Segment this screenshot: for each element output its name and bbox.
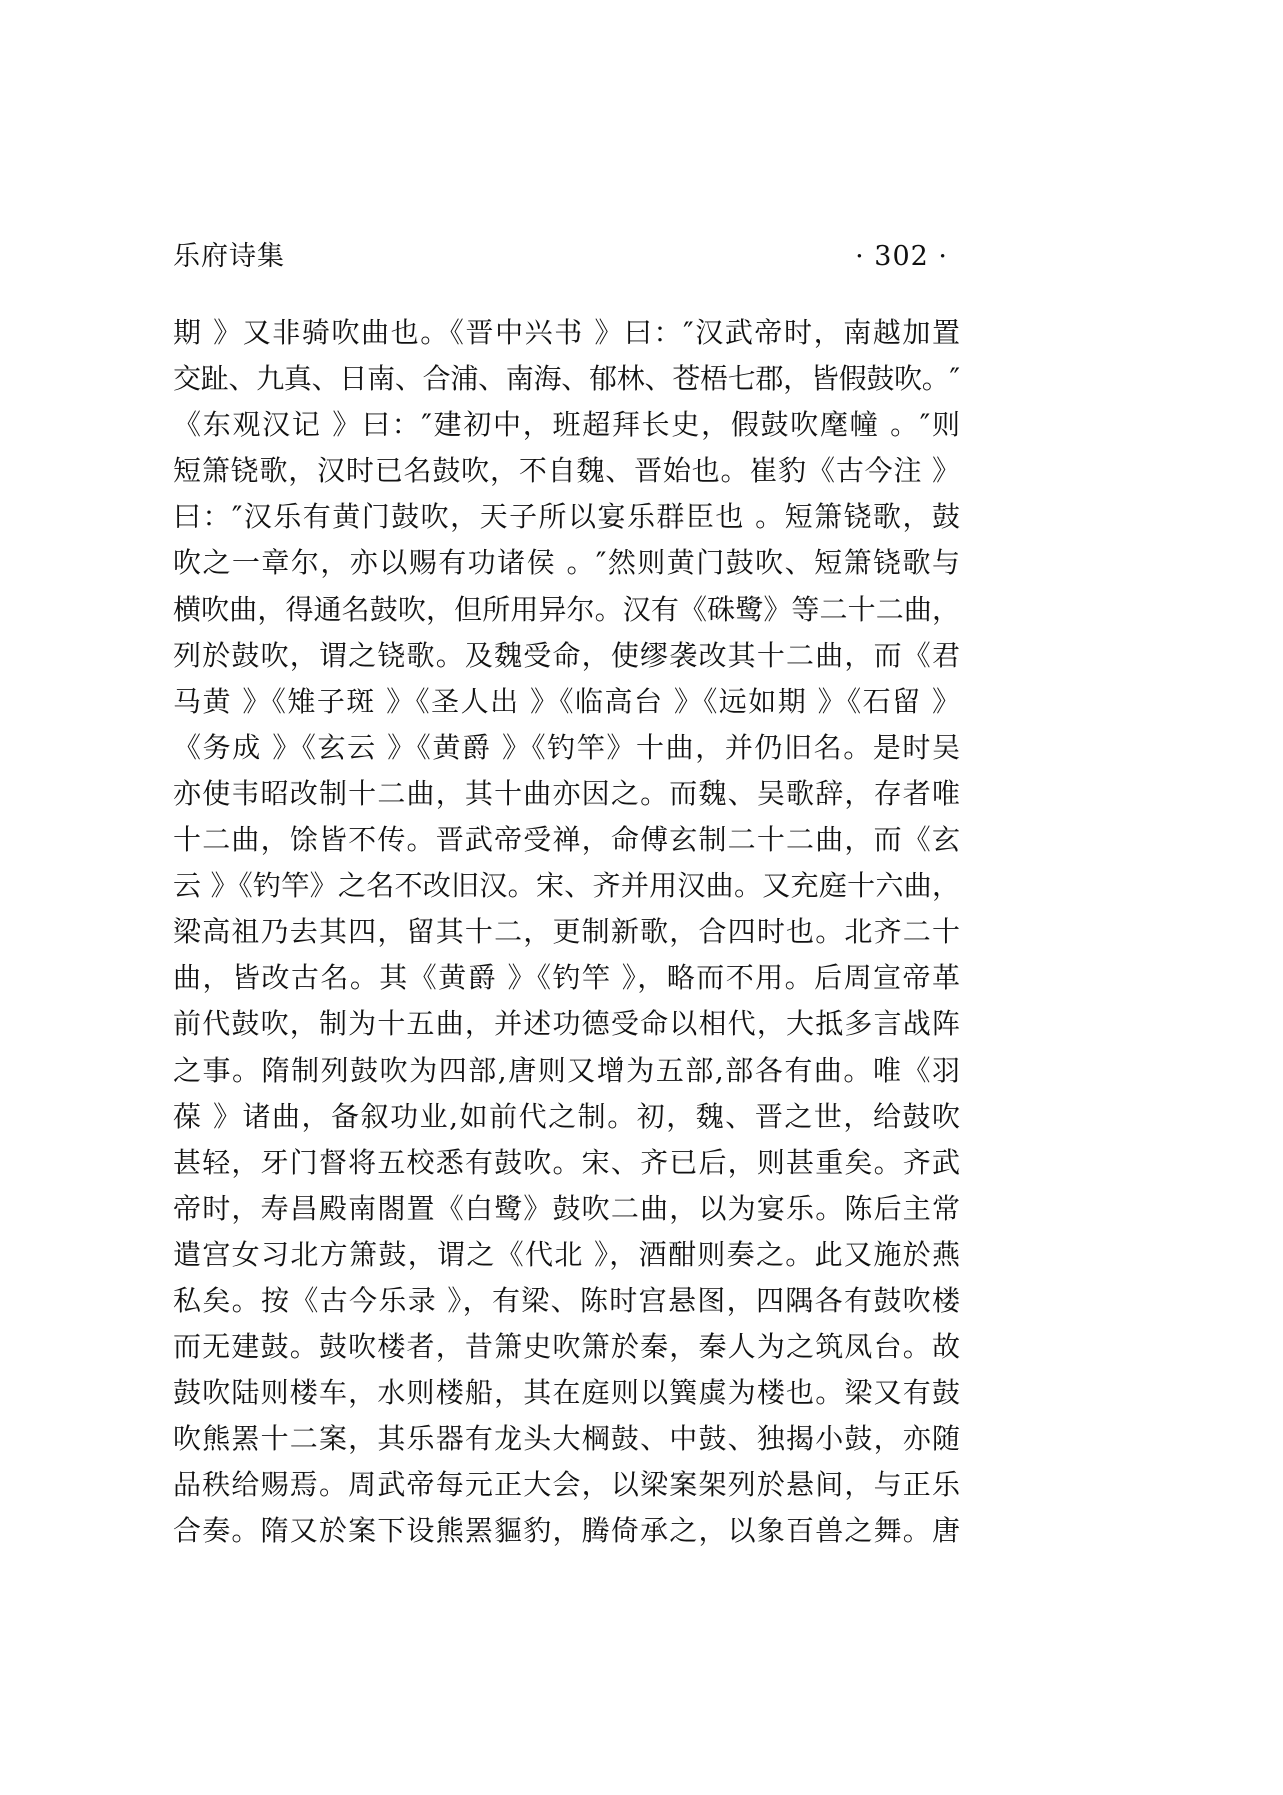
text-line: 短箫铙歌，汉时已名鼓吹，不自魏、晋始也。崔豹《古今注 》	[173, 454, 961, 488]
text-line: 葆 》诸曲，备叙功业,如前代之制。初，魏、晋之世，给鼓吹	[173, 1099, 962, 1133]
text-line-row	[173, 725, 973, 771]
text-line: 吹之一章尔，亦以赐有功诸侯 。″然则黄门鼓吹、短箫铙歌与	[173, 546, 962, 580]
text-line-row	[173, 1186, 973, 1232]
text-line-row	[173, 540, 973, 586]
text-line-row	[173, 633, 973, 679]
text-line: 期 》又非骑吹曲也。《晋中兴书 》曰：″汉武帝时，南越加置	[173, 316, 962, 349]
text-line-row	[173, 1232, 973, 1278]
text-line: 品秩给赐焉。周武帝每元正大会，以梁案架列於悬间，与正乐	[173, 1468, 962, 1502]
book-title: 乐府诗集	[173, 241, 285, 272]
text-line: 甚轻，牙门督将五校悉有鼓吹。宋、齐已后，则甚重矣。齐武	[173, 1145, 962, 1179]
text-line: 前代鼓吹，制为十五曲，并述功德受命以相代，大抵多言战阵	[173, 1007, 962, 1041]
text-line-row	[173, 817, 973, 863]
text-line-row	[173, 955, 973, 1001]
text-line: 而无建鼓。鼓吹楼者，昔箫史吹箫於秦，秦人为之筑凤台。故	[173, 1330, 962, 1364]
text-line: 亦使韦昭改制十二曲，其十曲亦因之。而魏、吴歌辞，存者唯	[173, 776, 962, 810]
text-line: 马黄 》《雉子斑 》《圣人出 》《临高台 》《远如期 》《石留 》	[173, 684, 962, 718]
text-line: 列於鼓吹，谓之铙歌。及魏受命，使缪袭改其十二曲，而《君	[173, 638, 962, 672]
text-line-row	[173, 356, 973, 402]
text-line-row	[173, 587, 973, 633]
text-line-row	[173, 771, 973, 817]
text-line-row	[173, 310, 973, 356]
text-line: 《东观汉记 》曰：″建初中，班超拜长史，假鼓吹麾幢 。″则	[173, 408, 962, 442]
text-line: 交趾、九真、日南、合浦、南海、郁林、苍梧七郡，皆假鼓吹。″	[173, 362, 960, 396]
text-line-row	[173, 448, 973, 494]
text-line-row	[173, 1462, 973, 1508]
text-line-row	[173, 1140, 973, 1186]
text-line-row	[173, 1324, 973, 1370]
text-line: 曲，皆改古名。其《黄爵 》《钓竿 》，略而不用。后周宣帝革	[173, 961, 962, 995]
text-line-row	[173, 1278, 973, 1324]
text-line-row	[173, 1508, 973, 1554]
text-line: 帝时，寿昌殿南閤置《白鹭》鼓吹二曲，以为宴乐。陈后主常	[173, 1191, 962, 1225]
text-line-row	[173, 1001, 973, 1047]
page-number: · 302 ·	[855, 241, 948, 272]
running-head	[173, 237, 948, 277]
text-line: 十二曲，馀皆不传。晋武帝受禅，命傅玄制二十二曲，而《玄	[173, 823, 962, 857]
text-line: 合奏。隋又於案下设熊罴貙豹，腾倚承之，以象百兽之舞。唐	[173, 1514, 962, 1548]
text-line-row	[173, 402, 973, 448]
text-line-row	[173, 863, 973, 909]
text-line: 吹熊罴十二案，其乐器有龙头大棡鼓、中鼓、独揭小鼓，亦随	[173, 1422, 962, 1456]
text-line: 云 》《钓竿》之名不改旧汉。宋、齐并用汉曲。又充庭十六曲，	[173, 869, 961, 903]
text-line: 曰：″汉乐有黄门鼓吹，天子所以宴乐群臣也 。短箫铙歌，鼓	[173, 500, 962, 534]
text-line-row	[173, 1416, 973, 1462]
text-line: 梁高祖乃去其四，留其十二，更制新歌，合四时也。北齐二十	[173, 915, 962, 949]
text-line: 《务成 》《玄云 》《黄爵 》《钓竿》十曲，并仍旧名。是时吴	[173, 730, 962, 764]
text-line-row	[173, 1370, 973, 1416]
text-line: 横吹曲，得通名鼓吹，但所用异尔。汉有《硃鹭》等二十二曲，	[173, 592, 961, 626]
text-line-row	[173, 909, 973, 955]
text-line: 之事。隋制列鼓吹为四部,唐则又增为五部,部各有曲。唯《羽	[173, 1053, 962, 1087]
text-line-row	[173, 679, 973, 725]
text-line-row	[173, 1048, 973, 1094]
text-line-row	[173, 494, 973, 540]
text-line-row	[173, 1094, 973, 1140]
body-text	[173, 310, 973, 1555]
text-line: 鼓吹陆则楼车，水则楼船，其在庭则以簨虡为楼也。梁又有鼓	[173, 1376, 962, 1410]
text-line: 私矣。按《古今乐录 》，有梁、陈时宫悬图，四隅各有鼓吹楼	[173, 1283, 962, 1317]
text-line: 遣宫女习北方箫鼓，谓之《代北 》，酒酣则奏之。此又施於燕	[173, 1237, 962, 1271]
